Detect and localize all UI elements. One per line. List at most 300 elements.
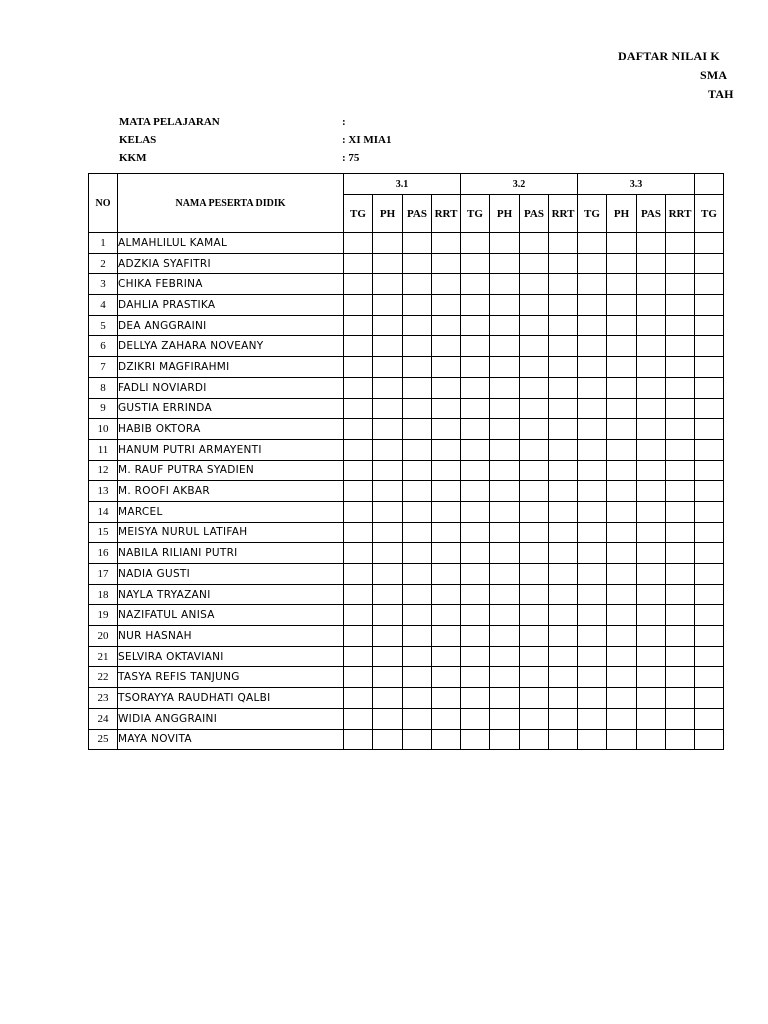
score-cell: [403, 274, 432, 295]
student-name: NAZIFATUL ANISA: [118, 605, 344, 626]
score-cell: [490, 274, 520, 295]
student-name: ALMAHLILUL KAMAL: [118, 233, 344, 254]
table-row: [89, 522, 724, 543]
kkm-label: KKM: [119, 152, 147, 164]
score-cell: [373, 253, 403, 274]
score-cell: [549, 667, 578, 688]
score-cell: [344, 729, 373, 750]
score-cell: [666, 605, 695, 626]
score-cell: [344, 626, 373, 647]
score-cell: [490, 357, 520, 378]
score-cell: [403, 439, 432, 460]
student-number: 8: [89, 377, 118, 398]
score-cell: [695, 667, 724, 688]
score-cell: [695, 481, 724, 502]
student-number: 2: [89, 253, 118, 274]
score-cell: [695, 233, 724, 254]
score-cell: [578, 646, 607, 667]
table-row: [89, 646, 724, 667]
student-number: 10: [89, 419, 118, 440]
score-cell: [490, 729, 520, 750]
table-row: [89, 398, 724, 419]
student-number: 19: [89, 605, 118, 626]
score-cell: [549, 481, 578, 502]
score-cell: [344, 605, 373, 626]
student-name: ADZKIA SYAFITRI: [118, 253, 344, 274]
score-cell: [373, 398, 403, 419]
subcol-header: RRT: [549, 195, 578, 233]
subcol-header: PAS: [520, 195, 549, 233]
student-name: SELVIRA OKTAVIANI: [118, 646, 344, 667]
score-cell: [490, 398, 520, 419]
score-cell: [490, 336, 520, 357]
score-cell: [432, 460, 461, 481]
score-cell: [520, 688, 549, 709]
score-cell: [403, 253, 432, 274]
score-cell: [490, 708, 520, 729]
score-cell: [432, 253, 461, 274]
table-row: [89, 233, 724, 254]
score-cell: [549, 460, 578, 481]
score-cell: [461, 584, 490, 605]
score-cell: [432, 667, 461, 688]
score-cell: [637, 377, 666, 398]
score-cell: [344, 274, 373, 295]
grade-table: [88, 173, 724, 750]
score-cell: [432, 274, 461, 295]
score-cell: [344, 522, 373, 543]
score-cell: [520, 481, 549, 502]
score-cell: [549, 564, 578, 585]
score-cell: [666, 460, 695, 481]
score-cell: [344, 295, 373, 316]
score-cell: [490, 253, 520, 274]
score-cell: [490, 439, 520, 460]
score-cell: [520, 564, 549, 585]
subcol-header: TG: [695, 195, 724, 233]
score-cell: [695, 253, 724, 274]
score-cell: [461, 543, 490, 564]
score-cell: [578, 336, 607, 357]
score-cell: [695, 708, 724, 729]
score-cell: [373, 708, 403, 729]
score-cell: [520, 646, 549, 667]
score-cell: [432, 295, 461, 316]
score-cell: [520, 377, 549, 398]
score-cell: [607, 729, 637, 750]
score-cell: [637, 336, 666, 357]
col-name-header: NAMA PESERTA DIDIK: [118, 174, 344, 233]
score-cell: [403, 336, 432, 357]
score-cell: [549, 336, 578, 357]
score-cell: [490, 419, 520, 440]
score-cell: [432, 708, 461, 729]
score-cell: [637, 357, 666, 378]
score-cell: [666, 522, 695, 543]
score-cell: [607, 501, 637, 522]
score-cell: [520, 398, 549, 419]
student-number: 16: [89, 543, 118, 564]
student-name: FADLI NOVIARDI: [118, 377, 344, 398]
score-cell: [461, 481, 490, 502]
student-name: NAYLA TRYAZANI: [118, 584, 344, 605]
score-cell: [549, 729, 578, 750]
class-value: : XI MIA1: [342, 134, 392, 146]
score-cell: [461, 315, 490, 336]
score-cell: [461, 377, 490, 398]
score-cell: [666, 439, 695, 460]
student-number: 20: [89, 626, 118, 647]
score-cell: [578, 460, 607, 481]
score-cell: [432, 398, 461, 419]
score-cell: [403, 377, 432, 398]
score-cell: [344, 543, 373, 564]
score-cell: [373, 439, 403, 460]
score-cell: [549, 398, 578, 419]
group-header: 3.1: [344, 174, 461, 195]
score-cell: [344, 688, 373, 709]
table-row: [89, 501, 724, 522]
score-cell: [666, 295, 695, 316]
score-cell: [373, 564, 403, 585]
score-cell: [695, 419, 724, 440]
score-cell: [403, 605, 432, 626]
score-cell: [403, 543, 432, 564]
score-cell: [607, 295, 637, 316]
table-row: [89, 460, 724, 481]
student-number: 22: [89, 667, 118, 688]
score-cell: [607, 315, 637, 336]
student-number: 6: [89, 336, 118, 357]
score-cell: [578, 501, 607, 522]
score-cell: [666, 315, 695, 336]
score-cell: [344, 708, 373, 729]
score-cell: [432, 626, 461, 647]
student-number: 11: [89, 439, 118, 460]
score-cell: [549, 315, 578, 336]
score-cell: [666, 626, 695, 647]
score-cell: [461, 646, 490, 667]
student-name: DEA ANGGRAINI: [118, 315, 344, 336]
score-cell: [490, 295, 520, 316]
score-cell: [695, 688, 724, 709]
score-cell: [578, 564, 607, 585]
score-cell: [695, 315, 724, 336]
score-cell: [520, 274, 549, 295]
score-cell: [461, 667, 490, 688]
header-row-groups: [89, 174, 724, 195]
score-cell: [578, 481, 607, 502]
score-cell: [490, 233, 520, 254]
group-header: 3.2: [461, 174, 578, 195]
table-row: [89, 357, 724, 378]
score-cell: [403, 688, 432, 709]
student-name: TSORAYYA RAUDHATI QALBI: [118, 688, 344, 709]
table-row: [89, 688, 724, 709]
score-cell: [695, 564, 724, 585]
score-cell: [637, 646, 666, 667]
score-cell: [607, 398, 637, 419]
score-cell: [432, 729, 461, 750]
group-header: 3.3: [578, 174, 695, 195]
score-cell: [403, 501, 432, 522]
score-cell: [373, 295, 403, 316]
score-cell: [490, 543, 520, 564]
score-cell: [344, 233, 373, 254]
score-cell: [461, 626, 490, 647]
score-cell: [666, 501, 695, 522]
score-cell: [344, 336, 373, 357]
student-number: 17: [89, 564, 118, 585]
score-cell: [637, 501, 666, 522]
student-number: 15: [89, 522, 118, 543]
score-cell: [520, 729, 549, 750]
student-number: 4: [89, 295, 118, 316]
score-cell: [607, 336, 637, 357]
score-cell: [403, 646, 432, 667]
score-cell: [403, 522, 432, 543]
score-cell: [461, 501, 490, 522]
score-cell: [637, 708, 666, 729]
score-cell: [373, 233, 403, 254]
score-cell: [666, 564, 695, 585]
subcol-header: PAS: [403, 195, 432, 233]
score-cell: [490, 605, 520, 626]
score-cell: [520, 501, 549, 522]
score-cell: [461, 729, 490, 750]
score-cell: [637, 460, 666, 481]
score-cell: [461, 460, 490, 481]
score-cell: [607, 460, 637, 481]
score-cell: [520, 626, 549, 647]
table-row: [89, 439, 724, 460]
score-cell: [695, 729, 724, 750]
student-number: 9: [89, 398, 118, 419]
score-cell: [373, 377, 403, 398]
score-cell: [637, 626, 666, 647]
subcol-header: RRT: [666, 195, 695, 233]
score-cell: [607, 646, 637, 667]
subcol-header: PAS: [637, 195, 666, 233]
score-cell: [373, 584, 403, 605]
doc-title-line2: SMA: [700, 68, 728, 82]
student-name: M. RAUF PUTRA SYADIEN: [118, 460, 344, 481]
score-cell: [637, 398, 666, 419]
score-cell: [695, 646, 724, 667]
student-number: 5: [89, 315, 118, 336]
score-cell: [695, 377, 724, 398]
score-cell: [578, 584, 607, 605]
score-cell: [637, 584, 666, 605]
doc-title-line3: TAH: [708, 87, 734, 101]
student-number: 21: [89, 646, 118, 667]
score-cell: [490, 481, 520, 502]
student-name: CHIKA FEBRINA: [118, 274, 344, 295]
subcol-header: TG: [461, 195, 490, 233]
student-name: NUR HASNAH: [118, 626, 344, 647]
score-cell: [666, 357, 695, 378]
score-cell: [373, 688, 403, 709]
score-cell: [666, 481, 695, 502]
score-cell: [666, 336, 695, 357]
score-cell: [549, 419, 578, 440]
student-name: NABILA RILIANI PUTRI: [118, 543, 344, 564]
score-cell: [578, 626, 607, 647]
student-name: HANUM PUTRI ARMAYENTI: [118, 439, 344, 460]
score-cell: [607, 605, 637, 626]
score-cell: [666, 274, 695, 295]
score-cell: [403, 460, 432, 481]
score-cell: [637, 253, 666, 274]
score-cell: [695, 357, 724, 378]
score-cell: [637, 439, 666, 460]
score-cell: [490, 646, 520, 667]
table-row: [89, 253, 724, 274]
score-cell: [373, 646, 403, 667]
score-cell: [637, 522, 666, 543]
score-cell: [695, 626, 724, 647]
score-cell: [607, 439, 637, 460]
score-cell: [461, 336, 490, 357]
score-cell: [578, 667, 607, 688]
score-cell: [695, 501, 724, 522]
score-cell: [520, 336, 549, 357]
score-cell: [578, 253, 607, 274]
score-cell: [403, 667, 432, 688]
student-name: WIDIA ANGGRAINI: [118, 708, 344, 729]
table-row: [89, 419, 724, 440]
score-cell: [549, 233, 578, 254]
score-cell: [549, 274, 578, 295]
student-name: M. ROOFI AKBAR: [118, 481, 344, 502]
score-cell: [607, 377, 637, 398]
student-number: 12: [89, 460, 118, 481]
score-cell: [344, 481, 373, 502]
score-cell: [607, 667, 637, 688]
score-cell: [607, 522, 637, 543]
student-number: 1: [89, 233, 118, 254]
score-cell: [695, 295, 724, 316]
score-cell: [578, 274, 607, 295]
score-cell: [373, 481, 403, 502]
score-cell: [578, 295, 607, 316]
score-cell: [490, 377, 520, 398]
table-row: [89, 543, 724, 564]
student-number: 13: [89, 481, 118, 502]
score-cell: [520, 295, 549, 316]
score-cell: [607, 688, 637, 709]
score-cell: [666, 646, 695, 667]
score-cell: [432, 315, 461, 336]
score-cell: [695, 522, 724, 543]
score-cell: [432, 439, 461, 460]
score-cell: [490, 688, 520, 709]
score-cell: [432, 419, 461, 440]
score-cell: [637, 315, 666, 336]
student-name: MAYA NOVITA: [118, 729, 344, 750]
score-cell: [373, 357, 403, 378]
table-row: [89, 667, 724, 688]
score-cell: [344, 501, 373, 522]
student-number: 3: [89, 274, 118, 295]
table-row: [89, 274, 724, 295]
score-cell: [666, 708, 695, 729]
score-cell: [578, 522, 607, 543]
table-row: [89, 315, 724, 336]
score-cell: [490, 667, 520, 688]
score-cell: [578, 708, 607, 729]
score-cell: [490, 584, 520, 605]
score-cell: [578, 439, 607, 460]
score-cell: [490, 501, 520, 522]
table-row: [89, 584, 724, 605]
score-cell: [520, 419, 549, 440]
score-cell: [520, 522, 549, 543]
score-cell: [403, 564, 432, 585]
score-cell: [695, 274, 724, 295]
score-cell: [607, 626, 637, 647]
score-cell: [403, 357, 432, 378]
score-cell: [549, 626, 578, 647]
score-cell: [461, 688, 490, 709]
score-cell: [344, 377, 373, 398]
score-cell: [344, 439, 373, 460]
score-cell: [344, 460, 373, 481]
score-cell: [403, 295, 432, 316]
score-cell: [666, 419, 695, 440]
score-cell: [666, 688, 695, 709]
table-row: [89, 295, 724, 316]
score-cell: [461, 233, 490, 254]
score-cell: [607, 564, 637, 585]
student-name: MEISYA NURUL LATIFAH: [118, 522, 344, 543]
score-cell: [637, 543, 666, 564]
score-cell: [344, 398, 373, 419]
score-cell: [549, 377, 578, 398]
score-cell: [637, 688, 666, 709]
score-cell: [432, 543, 461, 564]
score-cell: [666, 543, 695, 564]
score-cell: [490, 315, 520, 336]
score-cell: [520, 584, 549, 605]
subcol-header: RRT: [432, 195, 461, 233]
score-cell: [637, 729, 666, 750]
subcol-header: TG: [578, 195, 607, 233]
student-name: MARCEL: [118, 501, 344, 522]
student-name: HABIB OKTORA: [118, 419, 344, 440]
score-cell: [432, 605, 461, 626]
score-cell: [403, 315, 432, 336]
score-cell: [461, 522, 490, 543]
score-cell: [461, 253, 490, 274]
class-label: KELAS: [119, 134, 157, 146]
score-cell: [578, 357, 607, 378]
score-cell: [344, 646, 373, 667]
score-cell: [344, 315, 373, 336]
score-cell: [520, 605, 549, 626]
student-number: 25: [89, 729, 118, 750]
col-no-header: NO: [89, 174, 118, 233]
score-cell: [520, 233, 549, 254]
score-cell: [549, 357, 578, 378]
score-cell: [549, 646, 578, 667]
score-cell: [549, 253, 578, 274]
score-cell: [578, 315, 607, 336]
score-cell: [695, 439, 724, 460]
score-cell: [666, 377, 695, 398]
score-cell: [403, 729, 432, 750]
score-cell: [607, 233, 637, 254]
